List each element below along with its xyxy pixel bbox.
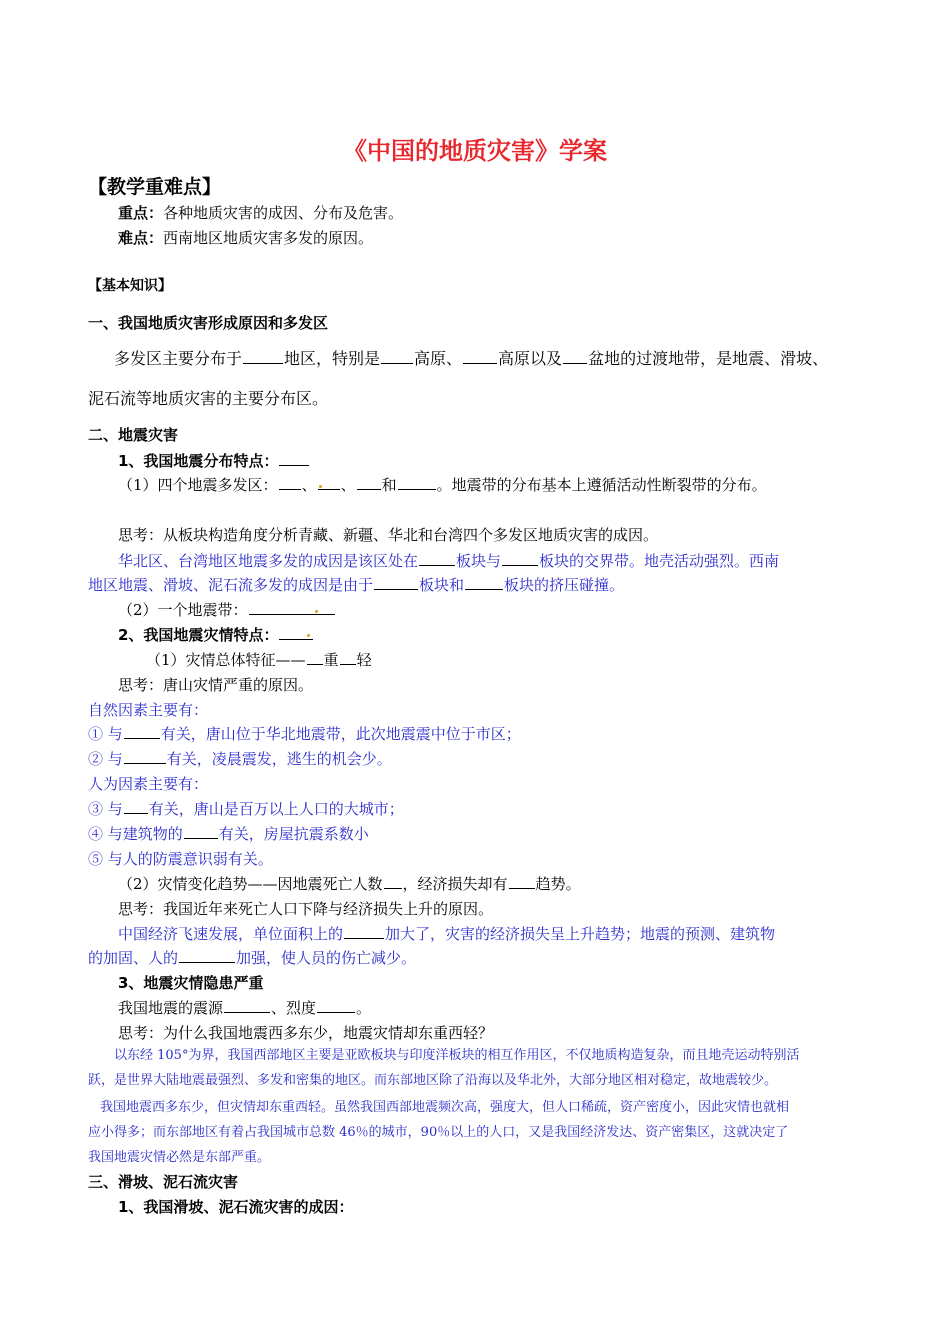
difficulty-text: 西南地区地质灾害多发的原因。 [163,229,374,247]
text-fragment: 地区，特别是 [284,349,381,368]
blank [344,924,384,939]
blank [249,600,335,615]
answer-plates-line2 [88,575,624,595]
subheading-landslide-causes: 1、我国滑坡、泥石流灾害的成因： [118,1198,354,1216]
text-fragment: （2）一个地震带： [118,601,248,619]
text-fragment: ② 与 [88,750,123,768]
explanation-para2-line2: 应小得多；而东部地区有着占我国城市总数 46％的城市，90％以上的人口，又是我国经济发达、资产密集区，这就决定了 [88,1125,789,1140]
blank [381,349,413,364]
section3-heading: 三、滑坡、泥石流灾害 [88,1173,239,1191]
text-fragment: ，经济损失却有 [402,875,508,893]
blank [184,824,218,839]
text-fragment: 高原以及 [498,349,563,368]
text-fragment: （1）四个地震多发区： [118,476,278,494]
basic-knowledge-heading: 【基本知识】 [88,278,172,294]
blank [374,575,418,590]
think-trend: 思考：我国近年来死亡人口下降与经济损失上升的原因。 [118,900,494,918]
mark-dot [307,634,310,637]
blank [124,724,160,739]
blank [317,998,355,1013]
text-fragment: 趋势。 [535,875,581,893]
section1-heading: 一、我国地质灾害形成原因和多发区 [88,314,329,332]
blank [357,475,381,490]
focus-line [118,203,403,223]
overall-feature-line [146,650,372,670]
explanation-para2-line1: 我国地震西多东少，但灾情却东重西轻。虽然我国西部地震频次高，强度大，但人口稀疏，资产密度小，因此灾情也就相 [100,1100,790,1115]
text-fragment: 盆地的过渡地带，是地震、滑坡、 [588,349,829,368]
blank [509,874,535,889]
answer-plates-line1 [118,551,779,571]
blank [124,799,148,814]
blank [318,475,340,490]
subheading-disaster-characteristics [118,625,314,645]
blank [419,551,455,566]
blank [398,475,436,490]
think-plate-tectonics: 思考：从板块构造角度分析青藏、新疆、华北和台湾四个多发区地质灾害的成因。 [118,526,659,544]
blank [465,575,503,590]
text-fragment: 轻 [356,651,372,669]
blank [124,749,166,764]
text-fragment: 。地震带的分布基本上遵循活动性断裂带的分布。 [436,476,767,494]
blank [224,998,270,1013]
human-factors-heading: 人为因素主要有： [88,775,209,793]
answer-trend-line2 [88,948,416,968]
page-title: 《中国的地质灾害》学案 [343,137,607,165]
text-fragment: （1）灾情总体特征—— [146,651,306,669]
mark-dot [315,610,318,613]
trend-line [118,874,581,894]
blank [279,451,309,466]
focus-intensity-line [118,998,371,1018]
text-fragment: 有关，唐山位于华北地震带，此次地震震中位于市区； [160,725,521,743]
explanation-para1-line2: 跃，是世界大陆地震最强烈、多发和密集的地区。而东部地区除了沿海以及华北外，大部分地区相对稳定，故地震较少。 [88,1073,778,1088]
section1-paragraph-line1 [114,349,828,369]
four-zones-line [118,475,767,495]
explanation-para1-line1: 以东经 105°为界，我国西部地区主要是亚欧板块与印度洋板块的相互作用区，不仅地质构造复杂，而且地壳运动特别活 [114,1048,800,1063]
difficulty-line [118,228,373,248]
text-fragment: 中国经济飞速发展，单位面积上的 [118,925,344,943]
blank [340,650,356,665]
text-fragment: 和 [381,476,397,494]
text-fragment: 加强，使人员的伤亡减少。 [236,949,417,967]
blank [279,625,313,640]
blank [563,349,587,364]
subheading-earthquake-distribution [118,451,310,471]
text-fragment: 高原、 [414,349,463,368]
text-fragment: 有关，房屋抗震系数小 [218,825,369,843]
blank [384,874,402,889]
blank [279,475,301,490]
key-points-heading: 【教学重难点】 [88,176,222,198]
text-fragment: 板块的交界带。地壳活动强烈。西南 [539,552,780,570]
focus-text: 各种地质灾害的成因、分布及危害。 [163,204,404,222]
text-fragment: 华北区、台湾地区地震多发的成因是该区处在 [118,552,419,570]
subheading-hidden-danger: 3、地震灾情隐患严重 [118,974,264,992]
blank [307,650,323,665]
text-fragment: ③ 与 [88,800,123,818]
blank [502,551,538,566]
text-fragment: ① 与 [88,725,123,743]
text-fragment: 1、我国地震分布特点： [118,452,279,470]
natural-factors-heading: 自然因素主要有： [88,701,209,719]
think-tangshan: 思考：唐山灾情严重的原因。 [118,676,314,694]
text-fragment: ④ 与建筑物的 [88,825,183,843]
text-fragment: 。 [356,999,372,1017]
text-fragment: 的加固、人的 [88,949,179,967]
text-fragment: 、烈度 [271,999,317,1017]
text-fragment: 、 [301,476,317,494]
think-west-east: 思考：为什么我国地震西多东少，地震灾情却东重西轻？ [118,1024,494,1042]
text-fragment: 有关，唐山是百万以上人口的大城市； [148,800,404,818]
one-belt-line [118,600,336,620]
focus-label: 重点： [118,204,164,222]
text-fragment: 板块的挤压碰撞。 [504,576,625,594]
text-fragment: 有关，凌晨震发，逃生的机会少。 [166,750,392,768]
text-fragment: 板块与 [456,552,502,570]
text-fragment: （2）灾情变化趋势——因地震死亡人数 [118,875,383,893]
text-fragment: 2、我国地震灾情特点： [118,626,279,644]
text-fragment: 板块和 [419,576,465,594]
text-fragment: 加大了，灾害的经济损失呈上升趋势；地震的预测、建筑物 [385,925,776,943]
human-factor-5: ⑤ 与人的防震意识弱有关。 [88,850,273,868]
text-fragment: 地区地震、滑坡、泥石流多发的成因是由于 [88,576,374,594]
text-fragment: 重 [323,651,339,669]
text-fragment: 我国地震的震源 [118,999,224,1017]
difficulty-label: 难点： [118,229,164,247]
natural-factor-2 [88,749,392,769]
human-factor-3 [88,799,404,819]
natural-factor-1 [88,724,521,744]
mark-dot [319,485,322,488]
human-factor-4 [88,824,369,844]
answer-trend-line1 [118,924,775,944]
text-fragment: 、 [340,476,356,494]
blank [463,349,497,364]
section2-heading: 二、地震灾害 [88,426,179,444]
explanation-para2-line3: 我国地震灾情必然是东部严重。 [88,1150,271,1165]
section1-paragraph-line2: 泥石流等地质灾害的主要分布区。 [88,389,329,408]
blank [179,948,235,963]
text-fragment: 多发区主要分布于 [114,349,243,368]
blank [243,349,283,364]
